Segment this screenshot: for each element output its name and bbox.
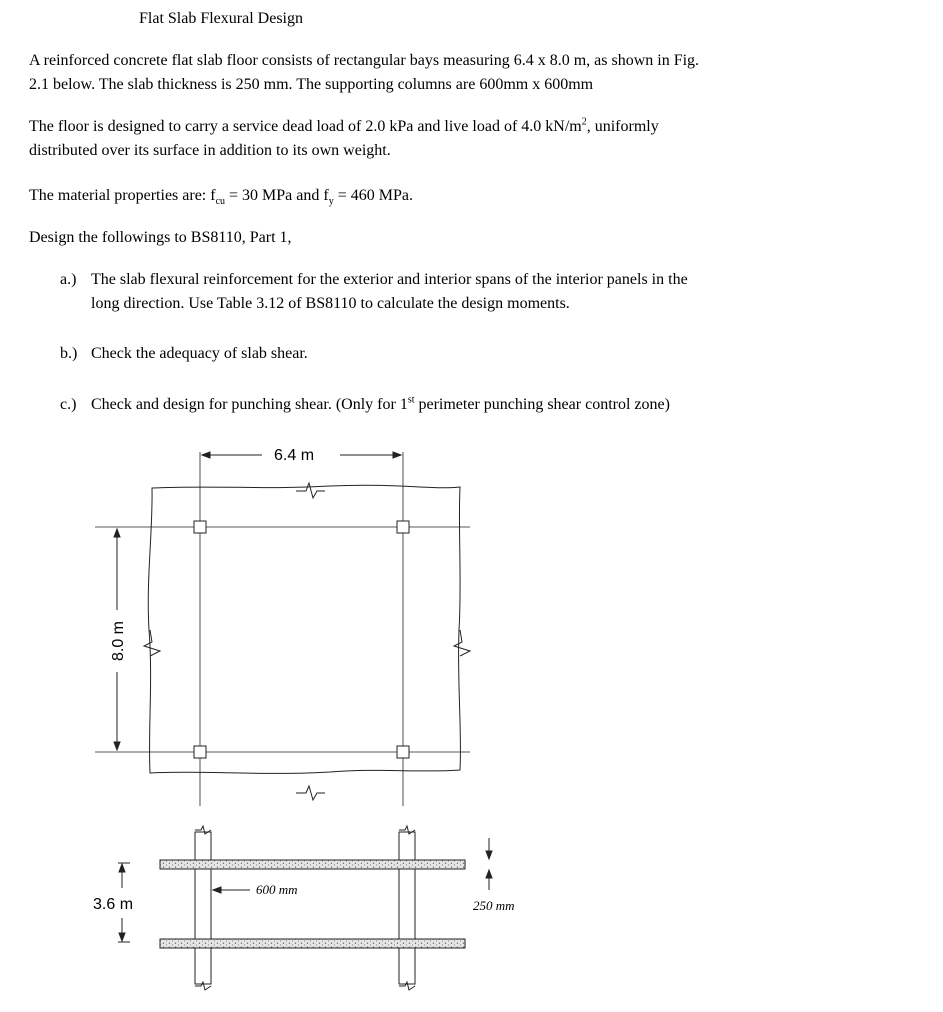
column-section-right-mid [399,869,415,939]
task-c-marker: c.) [60,396,77,413]
intro-paragraph [29,49,699,97]
loads-line-1-pre: The floor is designed to carry a service dead load of 2.0 kPa and live load of 4.0 kN/m [29,118,582,135]
materials-paragraph [29,184,413,208]
loads-line-1-post: , uniformly [586,118,659,135]
column-plan-bottom-right [397,746,409,758]
task-a-line-2: long direction. Use Table 3.12 of BS8110 to calculate the design moments. [91,295,570,312]
task-a-line-1: The slab flexural reinforcement for the exterior and interior spans of the interior panels in the [91,271,688,288]
column-plan-top-right [397,521,409,533]
column-section-right-upper [399,832,415,860]
dim-column-size-label: 600 mm [256,882,298,897]
task-b-marker: b.) [60,345,78,362]
dim-slab-thickness-label: 250 mm [473,898,515,913]
column-section-left-mid [195,869,211,939]
task-c-text-post: perimeter punching shear control zone) [414,396,670,413]
plan-view [95,452,470,806]
intro-line-2: 2.1 below. The slab thickness is 250 mm. The supporting columns are 600mm x 600mm [29,76,594,93]
materials-mid: = 30 MPa and f [225,187,329,204]
break-mark-top [296,483,325,498]
design-intro: Design the followings to BS8110, Part 1, [29,229,292,246]
materials-pre: The material properties are: f [29,187,216,204]
page-title: Flat Slab Flexural Design [139,10,303,27]
loads-line-2: distributed over its surface in addition to its own weight. [29,142,391,159]
column-plan-top-left [194,521,206,533]
fcu-subscript: cu [215,196,226,208]
column-section-left-upper [195,832,211,860]
dim-storey-height-label: 3.6 m [93,896,134,913]
break-mark-right [454,630,470,656]
fig-2-1-slab-diagram [0,430,943,1012]
column-plan-bottom-left [194,746,206,758]
task-b-text: Check the adequacy of slab shear. [91,345,308,362]
loads-paragraph [29,115,659,163]
column-section-right-lower [399,948,415,984]
intro-line-1: A reinforced concrete flat slab floor consists of rectangular bays measuring 6.4 x 8.0 m, as shown in Fig. [29,52,700,69]
column-section-left-lower [195,948,211,984]
task-a-marker: a.) [60,271,77,288]
loads-superscript: 2 [581,116,587,128]
dim-span-x-label: 6.4 m [274,447,315,464]
section-view [118,826,492,990]
task-c-superscript: st [407,394,415,406]
break-mark-bottom [296,786,325,800]
dim-span-y-label: 8.0 m [110,620,127,662]
slab-section-upper [160,860,465,869]
slab-section-lower [160,939,465,948]
task-c-text-pre: Check and design for punching shear. (Only for 1 [91,396,408,413]
fy-subscript: y [328,196,334,208]
materials-post: = 460 MPa. [333,187,413,204]
break-mark-left [144,630,160,656]
